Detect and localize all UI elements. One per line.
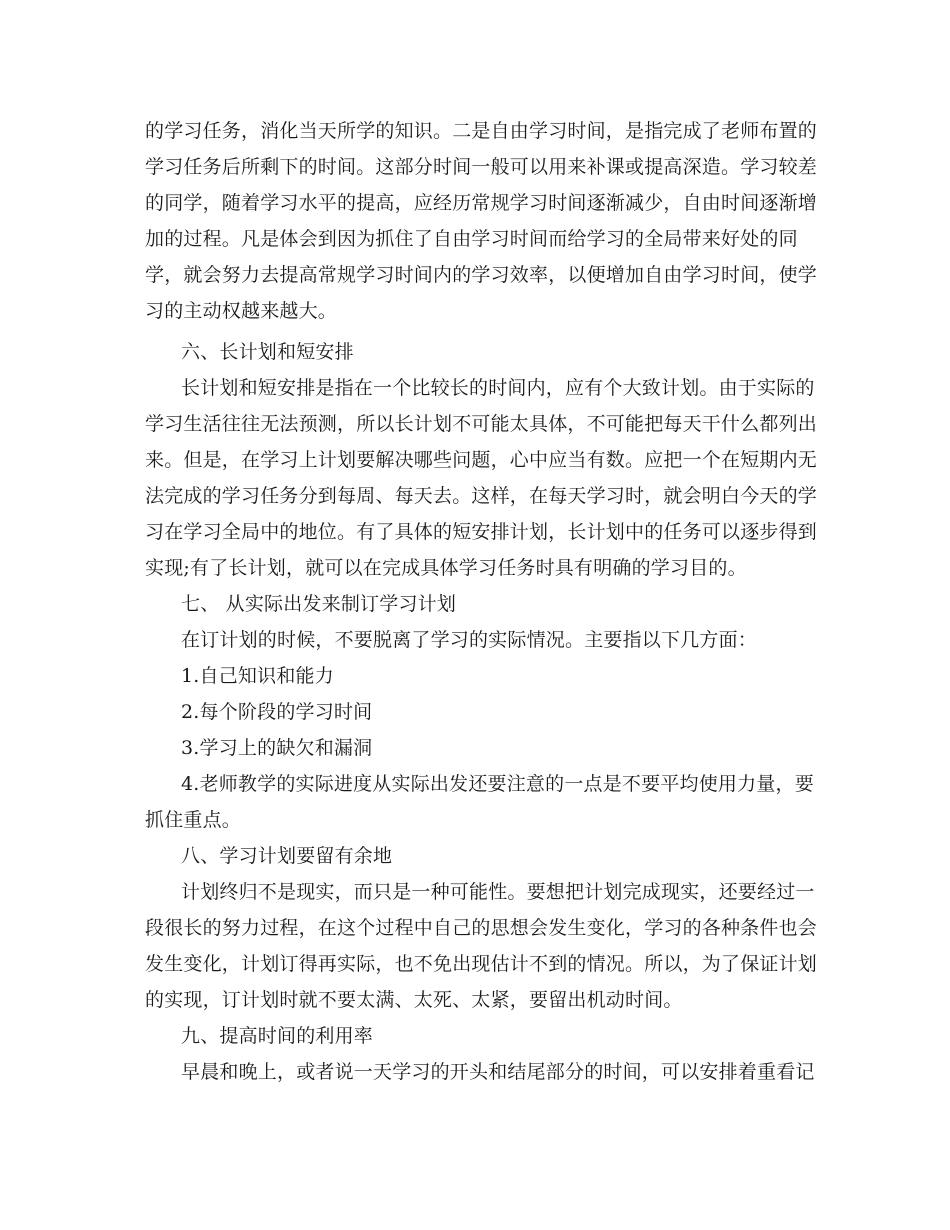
paragraph-line: 发生变化，计划订得再实际，也不免出现估计不到的情况。所以，为了保证计划: [145, 953, 818, 975]
paragraph-line: 抓住重点。: [145, 809, 242, 831]
paragraph-line: 学，就会努力去提高常规学习时间内的学习效率，以便增加自由学习时间，使学: [145, 264, 818, 286]
paragraph-line: 计划终归不是现实，而只是一种可能性。要想把计划完成现实，还要经过一: [181, 881, 815, 903]
paragraph-line: 法完成的学习任务分到每周、每天去。这样，在每天学习时，就会明白今天的学: [145, 485, 818, 507]
section-heading: 六、长计划和短安排: [181, 341, 354, 363]
paragraph-line: 在订计划的时候，不要脱离了学习的实际情况。主要指以下几方面：: [181, 629, 758, 651]
paragraph-line: 加的过程。凡是体会到因为抓住了自由学习时间而给学习的全局带来好处的同: [145, 228, 798, 250]
section-heading: 八、学习计划要留有余地: [181, 845, 393, 867]
paragraph-line: 习在学习全局中的地位。有了具体的短安排计划，长计划中的任务可以逐步得到: [145, 521, 818, 543]
section-heading: 七、 从实际出发来制订学习计划: [181, 593, 457, 615]
paragraph-line: 早晨和晚上，或者说一天学习的开头和结尾部分的时间，可以安排着重看记: [181, 1061, 815, 1083]
paragraph-line: 长计划和短安排是指在一个比较长的时间内，应有个大致计划。由于实际的: [181, 377, 815, 399]
list-item: 4.老师教学的实际进度从实际出发还要注意的一点是不要平均使用力量，要: [181, 773, 814, 795]
list-item: 1.自己知识和能力: [181, 665, 334, 687]
paragraph-line: 习的主动权越来越大。: [145, 300, 338, 322]
paragraph-line: 实现;有了长计划，就可以在完成具体学习任务时具有明确的学习目的。: [145, 557, 747, 579]
list-item: 2.每个阶段的学习时间: [181, 701, 373, 723]
section-heading: 九、提高时间的利用率: [181, 1025, 374, 1047]
paragraph-line: 学习任务后所剩下的时间。这部分时间一般可以用来补课或提高深造。学习较差: [145, 156, 818, 178]
paragraph-line: 的实现，订计划时就不要太满、太死、太紧，要留出机动时间。: [145, 989, 683, 1011]
paragraph-line: 的学习任务，消化当天所学的知识。二是自由学习时间，是指完成了老师布置的: [145, 120, 818, 142]
list-item: 3.学习上的缺欠和漏洞: [181, 737, 373, 759]
paragraph-line: 学习生活往往无法预测，所以长计划不可能太具体，不可能把每天干什么都列出: [145, 413, 818, 435]
paragraph-line: 来。但是，在学习上计划要解决哪些问题，心中应当有数。应把一个在短期内无: [145, 449, 818, 471]
paragraph-line: 的同学，随着学习水平的提高，应经历常规学习时间逐渐减少，自由时间逐渐增: [145, 192, 818, 214]
paragraph-line: 段很长的努力过程，在这个过程中自己的思想会发生变化，学习的各种条件也会: [145, 917, 818, 939]
